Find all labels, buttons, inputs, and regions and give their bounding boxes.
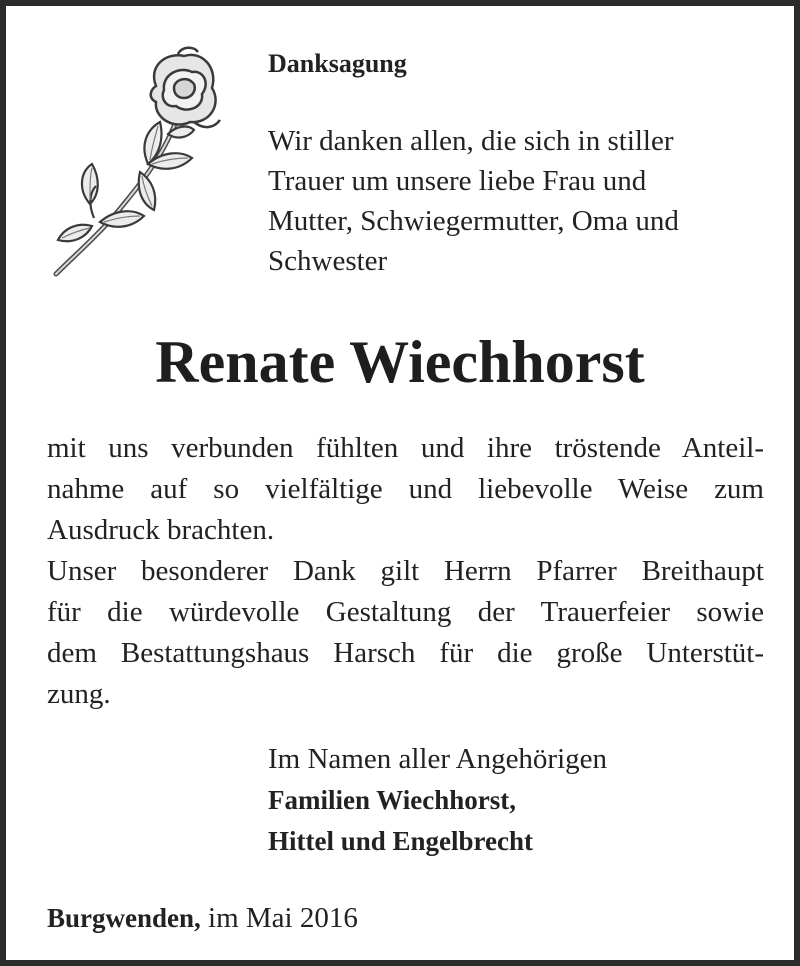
body-line: dem Bestattungshaus Harsch für die große Unterstüt- — [47, 637, 764, 669]
body-text — [47, 428, 764, 715]
signature-intro: Im Namen aller Angehörigen — [268, 743, 608, 775]
heading: Danksagung — [268, 49, 407, 78]
intro-text — [268, 121, 768, 281]
signature-family-line: Familien Wiechhorst, — [268, 785, 516, 815]
signature-family-line: Hittel und Engelbrecht — [268, 826, 534, 856]
place-date — [47, 898, 358, 939]
intro-line: Mutter, Schwiegermutter, Oma und — [268, 205, 679, 237]
body-line: Ausdruck brachten. — [47, 514, 275, 546]
intro-line: Schwester — [268, 245, 388, 277]
deceased-name: Renate Wiechhorst — [155, 329, 645, 395]
body-line: nahme auf so vielfältige und liebevolle Weise zum — [47, 473, 764, 505]
body-line: mit uns verbunden fühlten und ihre tröstende Anteil- — [47, 432, 764, 464]
intro-line: Wir danken allen, die sich in stiller — [268, 125, 674, 157]
body-line: Unser besonderer Dank gilt Herrn Pfarrer Breithaupt — [47, 555, 764, 587]
signature — [268, 739, 607, 862]
body-line: für die würdevolle Gestaltung der Trauerfeier sowie — [47, 596, 764, 628]
date: im Mai 2016 — [208, 902, 358, 934]
intro-line: Trauer um unsere liebe Frau und — [268, 165, 647, 197]
body-line: zung. — [47, 678, 111, 710]
place: Burgwenden, — [47, 903, 201, 933]
rose-icon — [44, 46, 234, 278]
